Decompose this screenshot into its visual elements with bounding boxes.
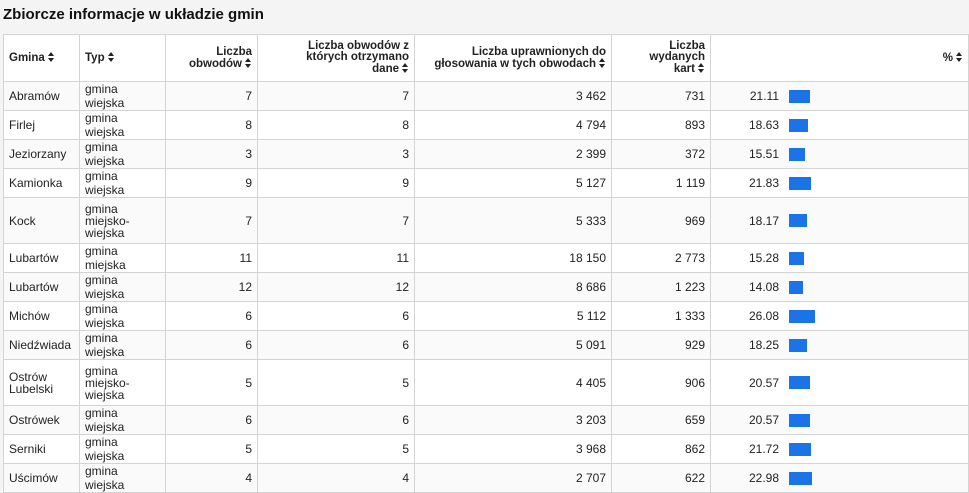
table-row — [4, 302, 969, 331]
cell-karty: 969 — [612, 198, 711, 244]
cell-obwody: 9 — [166, 169, 258, 198]
sort-header-obwody[interactable] — [166, 35, 258, 82]
cell-procent — [711, 111, 969, 140]
cell-uprawnieni: 3 462 — [415, 82, 612, 111]
cell-otrzymano: 5 — [258, 435, 415, 464]
cell-uprawnieni: 4 405 — [415, 360, 612, 406]
cell-uprawnieni: 5 091 — [415, 331, 612, 360]
header-label-otrzymano: Liczba obwodów z — [308, 40, 409, 52]
cell-procent — [711, 331, 969, 360]
cell-otrzymano: 6 — [258, 331, 415, 360]
cell-uprawnieni: 3 203 — [415, 406, 612, 435]
cell-uprawnieni: 4 794 — [415, 111, 612, 140]
percent-value: 22.98 — [748, 471, 779, 485]
cell-uprawnieni: 5 112 — [415, 302, 612, 331]
sort-header-typ[interactable] — [80, 35, 166, 82]
cell-otrzymano: 4 — [258, 464, 415, 493]
table-row — [4, 169, 969, 198]
cell-uprawnieni: 3 968 — [415, 435, 612, 464]
sort-header-otrzymano[interactable] — [258, 35, 415, 82]
cell-gmina: Michów — [4, 302, 80, 331]
cell-obwody: 3 — [166, 140, 258, 169]
sort-up-down-icon — [48, 52, 55, 62]
cell-gmina: Niedźwiada — [4, 331, 80, 360]
sort-up-down-icon — [599, 58, 606, 68]
header-label-karty-2: wydanych — [649, 51, 705, 63]
cell-otrzymano: 9 — [258, 169, 415, 198]
cell-karty: 1 119 — [612, 169, 711, 198]
cell-uprawnieni: 5 127 — [415, 169, 612, 198]
cell-otrzymano: 5 — [258, 360, 415, 406]
cell-typ: gmina wiejska — [80, 140, 166, 169]
cell-gmina: Ostrówek — [4, 406, 80, 435]
header-label-karty-3: kart — [673, 63, 695, 75]
cell-otrzymano: 6 — [258, 406, 415, 435]
percent-bar — [789, 414, 810, 427]
header-label-karty: Liczba — [669, 40, 705, 52]
percent-value: 21.83 — [748, 176, 779, 190]
percent-bar — [789, 339, 807, 352]
percent-value: 18.63 — [748, 118, 779, 132]
sort-up-down-icon — [402, 63, 409, 73]
cell-gmina: Kock — [4, 198, 80, 244]
cell-procent — [711, 169, 969, 198]
page-title: Zbiorcze informacje w układzie gmin — [3, 6, 264, 23]
percent-value: 18.17 — [748, 213, 779, 228]
table-body — [4, 82, 969, 493]
sort-up-down-icon — [698, 63, 705, 73]
cell-gmina: Uścimów — [4, 464, 80, 493]
cell-typ: gmina wiejska — [80, 406, 166, 435]
cell-karty: 862 — [612, 435, 711, 464]
header-label-typ: Typ — [85, 52, 105, 64]
percent-bar — [789, 472, 812, 485]
cell-otrzymano: 11 — [258, 244, 415, 273]
table-row — [4, 198, 969, 244]
cell-obwody: 6 — [166, 302, 258, 331]
cell-procent — [711, 360, 969, 406]
cell-karty: 1 333 — [612, 302, 711, 331]
percent-bar — [789, 148, 805, 161]
cell-otrzymano: 12 — [258, 273, 415, 302]
table-row — [4, 464, 969, 493]
percent-bar — [789, 214, 807, 227]
cell-obwody: 7 — [166, 198, 258, 244]
cell-procent — [711, 82, 969, 111]
cell-uprawnieni: 18 150 — [415, 244, 612, 273]
table-row — [4, 406, 969, 435]
percent-bar — [789, 281, 803, 294]
cell-karty: 659 — [612, 406, 711, 435]
cell-typ: gmina miejska — [80, 244, 166, 273]
header-label-otrzymano-3: dane — [372, 63, 399, 75]
percent-value: 20.57 — [748, 375, 779, 390]
cell-karty: 372 — [612, 140, 711, 169]
table-row — [4, 273, 969, 302]
cell-uprawnieni: 8 686 — [415, 273, 612, 302]
cell-typ: gmina wiejska — [80, 435, 166, 464]
cell-obwody: 5 — [166, 435, 258, 464]
cell-procent — [711, 406, 969, 435]
cell-karty: 731 — [612, 82, 711, 111]
results-table — [3, 34, 969, 493]
header-label-gmina: Gmina — [9, 52, 45, 64]
cell-procent — [711, 302, 969, 331]
cell-gmina: Firlej — [4, 111, 80, 140]
table-row — [4, 140, 969, 169]
table-row — [4, 435, 969, 464]
percent-bar — [789, 90, 810, 103]
cell-obwody: 12 — [166, 273, 258, 302]
cell-uprawnieni: 2 399 — [415, 140, 612, 169]
percent-value: 21.11 — [749, 89, 779, 103]
cell-karty: 893 — [612, 111, 711, 140]
header-label-uprawnieni: Liczba uprawnionych do — [471, 45, 606, 58]
cell-otrzymano: 3 — [258, 140, 415, 169]
percent-bar — [789, 177, 811, 190]
cell-gmina: Lubartów — [4, 273, 80, 302]
cell-gmina: Kamionka — [4, 169, 80, 198]
percent-value: 15.28 — [748, 251, 779, 265]
cell-karty: 929 — [612, 331, 711, 360]
cell-obwody: 11 — [166, 244, 258, 273]
cell-typ: gmina wiejska — [80, 169, 166, 198]
cell-typ: gmina wiejska — [80, 331, 166, 360]
table-header-row — [4, 35, 969, 82]
percent-value: 15.51 — [748, 147, 779, 161]
table-row — [4, 82, 969, 111]
header-label-obwody: Liczba — [216, 45, 252, 58]
cell-obwody: 4 — [166, 464, 258, 493]
cell-procent — [711, 464, 969, 493]
percent-bar — [789, 310, 815, 323]
cell-obwody: 6 — [166, 331, 258, 360]
table-row — [4, 331, 969, 360]
cell-procent — [711, 198, 969, 244]
cell-obwody: 6 — [166, 406, 258, 435]
sort-header-uprawnieni[interactable] — [415, 35, 612, 82]
cell-karty: 1 223 — [612, 273, 711, 302]
cell-karty: 2 773 — [612, 244, 711, 273]
header-label-uprawnieni-2: głosowania w tych obwodach — [434, 57, 596, 70]
percent-value: 21.72 — [748, 442, 779, 456]
cell-otrzymano: 7 — [258, 82, 415, 111]
sort-up-down-icon — [108, 52, 115, 62]
header-label-procent: % — [942, 52, 953, 64]
cell-uprawnieni: 2 707 — [415, 464, 612, 493]
cell-typ: gmina wiejska — [80, 302, 166, 331]
cell-karty: 622 — [612, 464, 711, 493]
cell-uprawnieni: 5 333 — [415, 198, 612, 244]
percent-bar — [789, 119, 808, 132]
percent-value: 20.57 — [748, 413, 779, 427]
cell-karty: 906 — [612, 360, 711, 406]
cell-otrzymano: 8 — [258, 111, 415, 140]
header-label-otrzymano-2: których otrzymano — [306, 51, 409, 63]
cell-typ: gmina wiejska — [80, 464, 166, 493]
cell-gmina: Jeziorzany — [4, 140, 80, 169]
percent-value: 26.08 — [748, 309, 779, 323]
cell-obwody: 5 — [166, 360, 258, 406]
cell-gmina: Serniki — [4, 435, 80, 464]
cell-otrzymano: 7 — [258, 198, 415, 244]
cell-obwody: 7 — [166, 82, 258, 111]
cell-typ: gmina wiejska — [80, 273, 166, 302]
cell-gmina: Lubartów — [4, 244, 80, 273]
percent-bar — [789, 376, 810, 389]
cell-procent — [711, 273, 969, 302]
header-label-obwody-2: obwodów — [188, 57, 242, 70]
cell-gmina: Ostrów Lubelski — [4, 360, 80, 406]
sort-header-procent[interactable] — [711, 35, 969, 82]
percent-value: 18.25 — [748, 338, 779, 352]
cell-procent — [711, 244, 969, 273]
cell-procent — [711, 140, 969, 169]
sort-header-gmina[interactable] — [4, 35, 80, 82]
table-row — [4, 111, 969, 140]
percent-bar — [789, 252, 804, 265]
sort-header-karty[interactable] — [612, 35, 711, 82]
cell-typ: gmina wiejska — [80, 82, 166, 111]
percent-bar — [789, 443, 811, 456]
cell-procent — [711, 435, 969, 464]
sort-up-down-icon — [245, 58, 252, 68]
cell-typ: gmina miejsko-wiejska — [80, 198, 166, 244]
cell-typ: gmina miejsko-wiejska — [80, 360, 166, 406]
table-row — [4, 244, 969, 273]
percent-value: 14.08 — [748, 280, 779, 294]
sort-up-down-icon — [956, 52, 963, 62]
table-row — [4, 360, 969, 406]
cell-obwody: 8 — [166, 111, 258, 140]
cell-otrzymano: 6 — [258, 302, 415, 331]
cell-typ: gmina wiejska — [80, 111, 166, 140]
cell-gmina: Abramów — [4, 82, 80, 111]
